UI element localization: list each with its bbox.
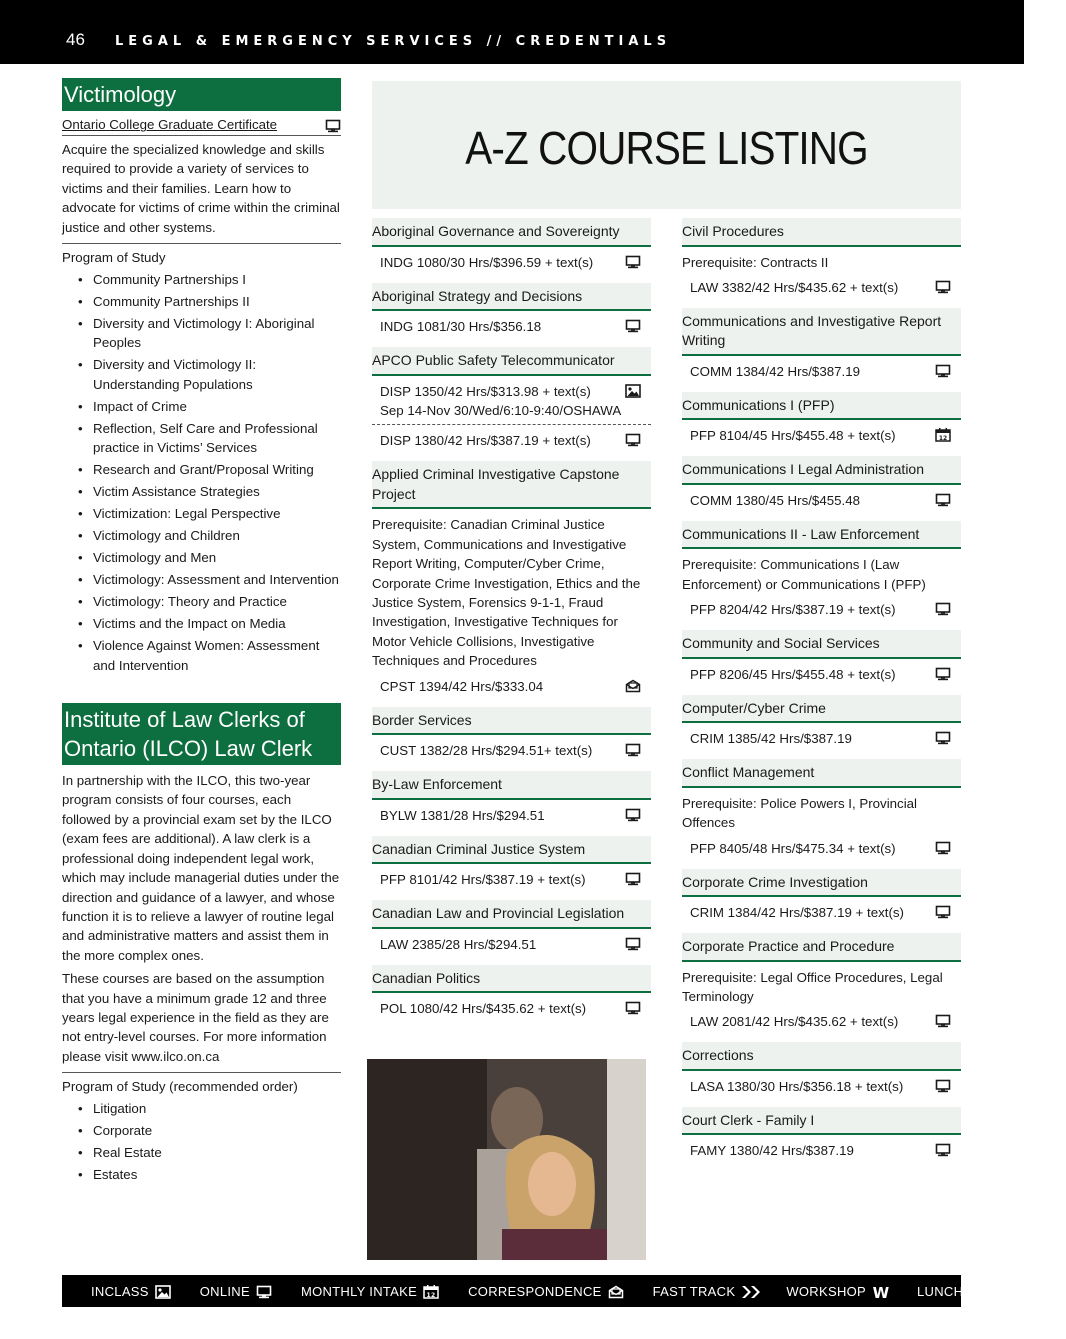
program-course-item: • Victim Assistance Strategies <box>78 482 341 501</box>
program-course-item: • Impact of Crime <box>78 397 341 416</box>
online-icon <box>935 667 951 681</box>
course-prerequisite: Prerequisite: Police Powers I, Provincial Offences <box>682 795 918 831</box>
course-title: Corrections <box>682 1042 961 1071</box>
legend-item <box>200 1283 272 1299</box>
course-offering <box>682 272 961 298</box>
victimology-program-title: Program of Study <box>62 250 166 266</box>
photo-illustration <box>367 1059 646 1260</box>
legend-item <box>468 1283 624 1299</box>
format-legend <box>62 1275 1044 1307</box>
online-icon <box>935 1079 951 1093</box>
workshop-icon <box>872 1284 890 1302</box>
course-offering <box>372 376 651 426</box>
program-course-item: • Victimology: Assessment and Intervention <box>78 570 341 589</box>
course-offering <box>372 425 651 451</box>
course-entry <box>682 456 961 511</box>
course-code: COMM 1384/42 Hrs/$387.19 <box>690 363 860 379</box>
online-icon <box>625 1001 641 1015</box>
victimology-heading: Victimology <box>62 78 341 111</box>
online-icon <box>625 255 641 269</box>
course-code: LAW 2081/42 Hrs/$435.62 + text(s) <box>690 1014 899 1030</box>
course-entry <box>372 461 651 696</box>
course-entry <box>682 308 961 382</box>
program-course-item: • Victimization: Legal Perspective <box>78 504 341 523</box>
listing-title-box <box>372 81 961 209</box>
course-offering <box>372 993 651 1019</box>
course-entry <box>372 836 651 891</box>
course-entry <box>682 1107 961 1162</box>
course-column-right <box>682 218 961 1171</box>
program-course-item: • Reflection, Self Care and Professional practice in Victims’ Services <box>78 419 341 458</box>
program-course-item: • Diversity and Victimology I: Aboriginal Peoples <box>78 314 341 353</box>
course-code: PFP 8104/45 Hrs/$455.48 + text(s) <box>690 428 896 444</box>
program-course-item: • Research and Grant/Proposal Writing <box>78 460 341 479</box>
course-title: Court Clerk - Family I <box>682 1107 961 1136</box>
course-code: LAW 2385/28 Hrs/$294.51 <box>380 936 537 952</box>
online-icon <box>625 872 641 886</box>
program-course-item: • Community Partnerships I <box>78 270 341 289</box>
course-entry <box>372 707 651 762</box>
course-entry <box>372 965 651 1020</box>
legend-label: CORRESPONDENCE <box>468 1283 602 1299</box>
legend-label: ONLINE <box>199 1283 250 1299</box>
page-number: 46 <box>66 30 85 49</box>
online-icon <box>935 493 951 507</box>
course-title: Communications and Investigative Report Writing <box>682 308 961 356</box>
course-entry <box>682 218 961 298</box>
divider <box>62 1072 341 1073</box>
legend-item <box>653 1283 758 1299</box>
course-code: INDG 1080/30 Hrs/$396.59 + text(s) <box>380 254 594 270</box>
course-offering <box>682 897 961 923</box>
course-offering <box>372 671 651 697</box>
legend-label: WORKSHOP <box>786 1283 867 1299</box>
program-course-item: • Litigation <box>78 1099 341 1118</box>
victimology-credential: Ontario College Graduate Certificate <box>62 117 278 133</box>
course-title: Applied Criminal Investigative Capstone Project <box>372 461 651 509</box>
program-course-item: • Victimology: Theory and Practice <box>78 592 341 611</box>
course-title: Canadian Law and Provincial Legislation <box>372 900 651 929</box>
course-offering <box>682 356 961 382</box>
course-entry <box>372 283 651 338</box>
program-course-item: • Violence Against Women: Assessment and Intervention <box>78 636 341 675</box>
course-offering <box>372 929 651 955</box>
page-header <box>0 0 1024 64</box>
legend-label: LUNCH AND LEARN <box>917 1283 1044 1299</box>
course-entry <box>682 869 961 924</box>
fast-track-icon <box>741 1285 757 1299</box>
course-offering <box>372 800 651 826</box>
online-icon <box>935 841 951 855</box>
ilco-program-title: Program of Study (recommended order) <box>62 1079 298 1095</box>
students-photo <box>367 1059 646 1260</box>
online-icon <box>935 1014 951 1028</box>
course-entry <box>372 347 651 451</box>
course-offering <box>682 1006 961 1032</box>
course-code: POL 1080/42 Hrs/$435.62 + text(s) <box>380 1001 587 1017</box>
correspondence-icon <box>625 679 641 693</box>
svg-text:W: W <box>872 1284 890 1302</box>
correspondence-icon <box>608 1285 624 1299</box>
course-title: Canadian Politics <box>372 965 651 994</box>
svg-text:12: 12 <box>426 1291 436 1299</box>
course-offering <box>372 735 651 761</box>
svg-text:12: 12 <box>938 435 948 443</box>
program-course-item: • Real Estate <box>78 1143 341 1162</box>
course-entry <box>682 933 961 1032</box>
online-icon <box>935 602 951 616</box>
course-title: Border Services <box>372 707 651 736</box>
legend-item <box>917 1283 1066 1299</box>
course-offering <box>682 833 961 859</box>
course-entry <box>682 1042 961 1097</box>
victimology-description: Acquire the specialized knowledge and skills required to provide a variety of services to victims and their families. Learn how to advocate for victims of crime within the criminal justice and other systems. <box>62 142 340 235</box>
online-icon <box>625 433 641 447</box>
course-entry <box>682 392 961 447</box>
course-entry <box>682 630 961 685</box>
course-offering <box>682 723 961 749</box>
course-title: Communications II - Law Enforcement <box>682 521 961 550</box>
legend-label: FAST TRACK <box>652 1283 736 1299</box>
course-entry <box>682 521 961 620</box>
program-course-item: • Community Partnerships II <box>78 292 341 311</box>
course-offering <box>682 659 961 685</box>
left-column <box>62 78 341 1185</box>
online-icon <box>935 280 951 294</box>
course-prerequisite: Prerequisite: Legal Office Procedures, Legal Terminology <box>682 969 943 1004</box>
ilco-course-list <box>78 1099 341 1184</box>
course-offering <box>372 864 651 890</box>
course-title: Communications I Legal Administration <box>682 456 961 485</box>
online-icon <box>625 808 641 822</box>
victimology-credential-row <box>62 111 341 136</box>
course-code: PFP 8405/48 Hrs/$475.34 + text(s) <box>690 840 896 856</box>
online-icon <box>935 1143 951 1157</box>
course-title: Canadian Criminal Justice System <box>372 836 651 865</box>
course-offering <box>682 485 961 511</box>
course-code: COMM 1380/45 Hrs/$455.48 <box>690 492 860 508</box>
online-icon <box>935 731 951 745</box>
course-offering <box>682 1135 961 1161</box>
course-entry <box>682 759 961 858</box>
course-code: CRIM 1385/42 Hrs/$387.19 <box>690 731 852 747</box>
online-icon <box>625 937 641 951</box>
course-prerequisite: Prerequisite: Canadian Criminal Justice System, Communications and Investigative Report Writing, Computer/Cyber Crime, Corporate Crime Investigation, Ethics and the Justice System, Forensics 9-1-1, Fraud Investigation, Investigative Techniques for Motor Vehicle Collisions, Investigative Techniques and Procedures <box>372 517 641 669</box>
course-title: Civil Procedures <box>682 218 961 247</box>
listing-title: A-Z COURSE LISTING <box>465 122 868 174</box>
victimology-course-list <box>78 270 341 675</box>
program-course-item: • Corporate <box>78 1121 341 1140</box>
program-course-item: • Estates <box>78 1165 341 1184</box>
course-code: DISP 1350/42 Hrs/$313.98 + text(s) Sep 14-Nov 30/Wed/6:10-9:40/OSHAWA <box>380 383 622 418</box>
course-code: INDG 1081/30 Hrs/$356.18 <box>380 319 542 334</box>
course-code: PFP 8206/45 Hrs/$455.48 + text(s) <box>690 666 896 682</box>
course-offering <box>682 594 961 620</box>
ilco-paragraph-2: These courses are based on the assumption that you have a minimum grade 12 and three years legal experience in the field as they are not entry-level courses. For more information please visit www.ilco.on.ca <box>62 971 329 1064</box>
section-title: LEGAL & EMERGENCY SERVICES // CREDENTIALS <box>115 34 672 49</box>
legend-item <box>91 1283 171 1299</box>
program-course-item: • Diversity and Victimology II: Understanding Populations <box>78 355 341 394</box>
lunch-and-learn-icon <box>1050 1285 1066 1299</box>
online-icon <box>325 119 341 133</box>
course-column-middle <box>372 218 651 1029</box>
course-entry <box>372 771 651 826</box>
course-offering <box>682 1071 961 1097</box>
course-code: CPST 1394/42 Hrs/$333.04 <box>380 678 544 694</box>
course-offering <box>682 420 961 446</box>
course-code: CUST 1382/28 Hrs/$294.51+ text(s) <box>380 743 593 759</box>
course-code: PFP 8204/42 Hrs/$387.19 + text(s) <box>690 602 896 618</box>
monthly-intake-icon <box>423 1285 439 1299</box>
course-prerequisite: Prerequisite: Communications I (Law Enforcement) or Communications I (PFP) <box>682 557 926 592</box>
program-course-item: • Victimology and Men <box>78 548 341 567</box>
course-entry <box>682 695 961 750</box>
program-course-item: • Victims and the Impact on Media <box>78 614 341 633</box>
course-title: APCO Public Safety Telecommunicator <box>372 347 651 376</box>
course-title: Computer/Cyber Crime <box>682 695 961 724</box>
course-code: LASA 1380/30 Hrs/$356.18 + text(s) <box>690 1078 904 1094</box>
course-title: Corporate Practice and Procedure <box>682 933 961 962</box>
online-icon <box>625 743 641 757</box>
ilco-paragraph-1: In partnership with the ILCO, this two-year program consists of four courses, each followed by a provincial exam set by the ILCO (exam fees are additional). A law clerk is a professional doing independent legal work, which may include managerial duties under the direction and guidance of a lawyer, and whose function it is to relieve a lawyer of routine legal and administrative matters and assist them in the more complex ones. <box>62 773 340 963</box>
online-icon <box>625 319 641 333</box>
inclass-icon <box>155 1285 171 1299</box>
course-code: PFP 8101/42 Hrs/$387.19 + text(s) <box>380 872 586 888</box>
online-icon <box>256 1285 272 1299</box>
course-code: LAW 3382/42 Hrs/$435.62 + text(s) <box>690 279 899 295</box>
divider <box>62 243 341 244</box>
course-title: By-Law Enforcement <box>372 771 651 800</box>
legend-label: INCLASS <box>91 1283 149 1299</box>
course-code: BYLW 1381/28 Hrs/$294.51 <box>380 807 545 823</box>
inclass-icon <box>625 384 641 398</box>
monthly-intake-icon <box>935 428 951 442</box>
course-code: DISP 1380/42 Hrs/$387.19 + text(s) <box>380 433 591 449</box>
course-title: Corporate Crime Investigation <box>682 869 961 898</box>
course-title: Aboriginal Governance and Sovereignty <box>372 218 651 247</box>
online-icon <box>935 364 951 378</box>
course-prerequisite: Prerequisite: Contracts II <box>682 254 829 270</box>
course-title: Aboriginal Strategy and Decisions <box>372 283 651 312</box>
course-code: CRIM 1384/42 Hrs/$387.19 + text(s) <box>690 905 904 921</box>
ilco-heading: Institute of Law Clerks of Ontario (ILCO) Law Clerk <box>62 703 341 765</box>
course-offering <box>372 311 651 337</box>
course-entry <box>372 218 651 273</box>
online-icon <box>935 905 951 919</box>
course-title: Community and Social Services <box>682 630 961 659</box>
course-title: Conflict Management <box>682 759 961 788</box>
course-offering <box>372 247 651 273</box>
course-code: FAMY 1380/42 Hrs/$387.19 <box>690 1143 854 1159</box>
program-course-item: • Victimology and Children <box>78 526 341 545</box>
legend-label: MONTHLY INTAKE <box>300 1283 418 1299</box>
legend-item <box>786 1283 890 1302</box>
course-entry <box>372 900 651 955</box>
course-title: Communications I (PFP) <box>682 392 961 421</box>
legend-item <box>301 1283 439 1299</box>
